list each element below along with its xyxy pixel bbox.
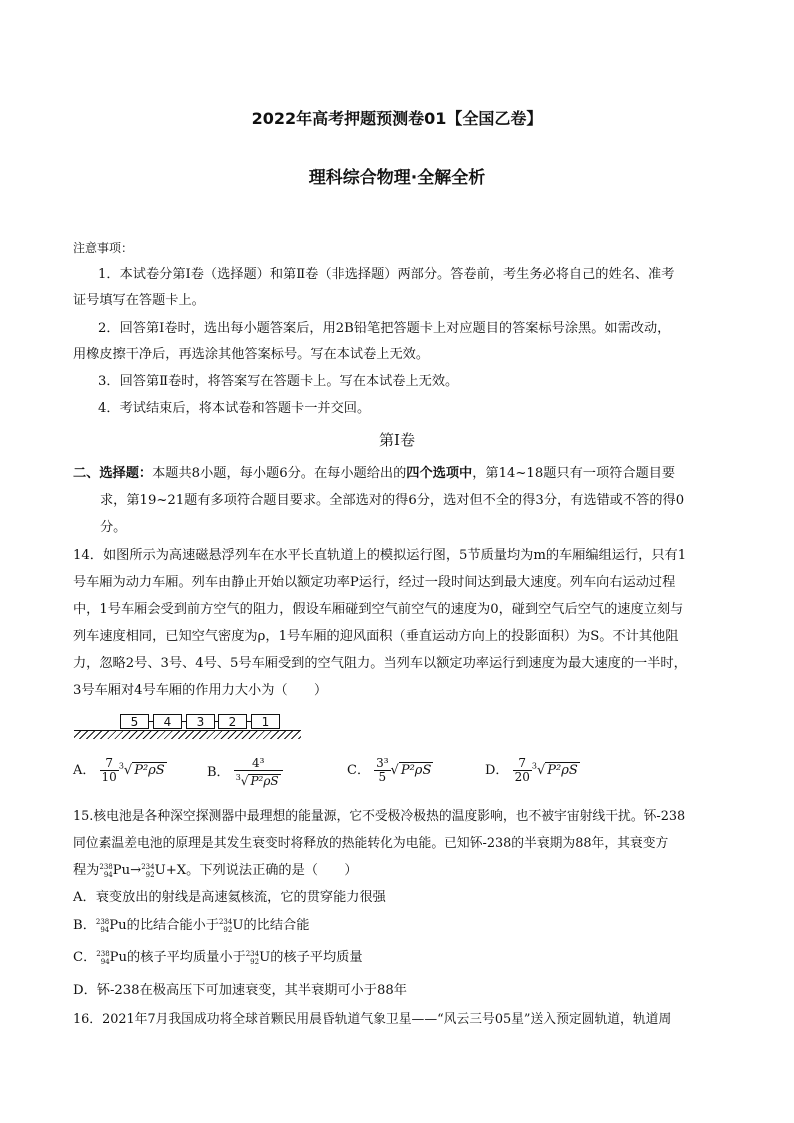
- root-index: 3: [531, 761, 537, 771]
- atomic-number: 94: [100, 957, 110, 966]
- q14-line-3: 中，1号车厢会受到前方空气的阻力，假设车厢碰到空气前空气的速度为0，碰到空气后空气的速度立刻与: [73, 602, 684, 617]
- denominator: 10: [101, 770, 117, 784]
- numerator: 7: [513, 757, 532, 771]
- numerator: 3³: [376, 756, 389, 770]
- radicand: P²ρS: [547, 763, 578, 778]
- section-intro-line-3: 分。: [100, 520, 127, 535]
- q15-line-3: [73, 862, 358, 880]
- root-index: 3: [118, 761, 124, 771]
- q14-line-2: 号车厢为动力车厢。列车由静止开始以额定功率P运行，经过一段时间达到最大速度。列车向右运动过程: [73, 575, 676, 590]
- section-intro-label: 二、选择题：: [73, 466, 153, 481]
- q15-option-c: [73, 949, 363, 967]
- element-symbol: U: [232, 918, 244, 933]
- element-symbol: Pu: [109, 950, 128, 965]
- section-intro-emph: 四个选项中: [406, 466, 473, 481]
- q14-option-d: D． $\frac{7}{20}$ $^3$√ P²ρS: [485, 756, 578, 784]
- q14-option-a: A． $\frac{7}{10}$ $^3$√ P²ρS: [73, 756, 165, 784]
- q14-line-5: 力，忽略2号、3号、4号、5号车厢受到的空气阻力。当列车以额定功率运行到速度为最大速度的一半时，: [73, 656, 687, 671]
- page-title: 2022年高考押题预测卷01【全国乙卷】: [251, 109, 543, 128]
- denominator: 5: [378, 770, 387, 784]
- atomic-number: 92: [145, 870, 155, 879]
- element-symbol: U: [259, 950, 271, 965]
- fraction: [374, 757, 390, 784]
- notice-heading: 注意事项：: [73, 241, 134, 255]
- denominator: 20: [514, 770, 530, 784]
- nuclide-indices: [141, 863, 154, 879]
- notice-item-4: 4．考试结束后，将本试卷和答题卡一并交回。: [98, 401, 371, 416]
- element-symbol: Pu: [112, 863, 131, 878]
- section-intro-line-2: 求，第19~21题有多项符合题目要求。全部选对的得6分，选对但不全的得3分，有选错或不答的得0: [100, 493, 685, 508]
- nuclide-indices: [246, 950, 259, 966]
- element-symbol: Pu: [109, 918, 127, 933]
- element-symbol: U: [154, 863, 166, 878]
- q14-line-4: 列车速度相同，已知空气密度为ρ，1号车厢的迎风面积（垂直运动方向上的投影面积）为S。不计其他阻: [73, 629, 679, 644]
- q15-line-2: 同位素温差电池的原理是其发生衰变时将释放的热能转化为电能。已知钚-238的半衰期为88年，其衰变方: [73, 836, 669, 851]
- train-car-3: 3: [186, 714, 215, 729]
- mass-number: 234: [245, 949, 260, 958]
- option-label: B．: [207, 765, 230, 780]
- q15-option-b: [73, 917, 309, 935]
- mass-number: 238: [95, 917, 110, 926]
- mass-number: 234: [141, 862, 155, 871]
- root-index: 3: [235, 773, 241, 782]
- denominator: $^3$√ P²ρS: [235, 773, 279, 788]
- radicand: P²ρS: [400, 763, 432, 778]
- train-car-1: 1: [251, 714, 280, 729]
- option-label: C．: [347, 763, 370, 778]
- notice-item-2-cont: 用橡皮擦干净后，再选涂其他答案标号。写在本试卷上无效。: [73, 347, 430, 362]
- q15-option-a: A．衰变放出的射线是高速氦核流，它的贯穿能力很强: [73, 890, 386, 905]
- text: +X。下列说法正确的是（ ）: [165, 863, 358, 878]
- train-car-2: 2: [218, 714, 247, 729]
- section-intro-text: 本题共8小题，每小题6分。在每小题给出的: [152, 466, 407, 481]
- section-intro-text-2: ，第14~18题只有一项符合题目要: [472, 466, 676, 481]
- section-heading: 第Ⅰ卷: [379, 431, 415, 449]
- notice-item-2: 2．回答第Ⅰ卷时，选出每小题答案后，用2B铅笔把答题卡上对应题目的答案标号涂黑。如需改动，: [98, 321, 671, 336]
- text: 程为: [73, 863, 100, 878]
- numerator: 7: [100, 757, 119, 771]
- mass-number: 238: [99, 862, 113, 871]
- rail-hatching: [74, 731, 301, 739]
- train-car-5: 5: [120, 714, 149, 729]
- fraction: [513, 757, 532, 784]
- atomic-number: 92: [223, 925, 233, 934]
- nuclide-indices: [219, 918, 232, 934]
- text: 的比结合能: [243, 918, 310, 933]
- nuclide-indices: [96, 918, 109, 934]
- mass-number: 238: [96, 949, 110, 958]
- fraction: [234, 757, 283, 788]
- train-car-4: 4: [153, 714, 182, 729]
- text: 的核子平均质量: [270, 950, 363, 965]
- text: 的比结合能小于: [126, 918, 219, 933]
- q14-option-c: C． $\frac{\text{3³}}{5}$ √ P²ρS: [347, 756, 432, 784]
- fraction: [100, 757, 119, 784]
- q14-line-1: 14．如图所示为高速磁悬浮列车在水平长直轨道上的模拟运行图，5节质量均为m的车厢编组运行，只有1: [73, 548, 687, 563]
- option-label: B．: [73, 918, 96, 933]
- numerator: 4³: [234, 757, 283, 771]
- option-label: C．: [73, 950, 97, 965]
- notice-item-1-cont: 证号填写在答题卡上。: [73, 293, 205, 308]
- section-intro: [73, 465, 675, 483]
- q15-option-d: D．钚-238在极高压下可加速衰变，其半衰期可小于88年: [73, 983, 407, 998]
- text: 的核子平均质量小于: [127, 950, 246, 965]
- atomic-number: 94: [103, 870, 113, 879]
- atomic-number: 92: [250, 957, 260, 966]
- mass-number: 234: [218, 917, 233, 926]
- nuclide-indices: [99, 863, 112, 879]
- notice-item-1: 1．本试卷分第Ⅰ卷（选择题）和第Ⅱ卷（非选择题）两部分。答卷前，考生务必将自己的姓名、准考: [98, 267, 675, 282]
- q16-line-1: 16．2021年7月我国成功将全球首颗民用晨昏轨道气象卫星——“风云三号05星”送入预定圆轨道，轨道周: [73, 1012, 672, 1027]
- option-label: A．: [73, 763, 96, 778]
- page-subtitle: 理科综合物理·全解全析: [308, 168, 486, 188]
- q14-option-b: [207, 757, 283, 788]
- nuclide-indices: [96, 950, 109, 966]
- notice-item-3: 3．回答第Ⅱ卷时，将答案写在答题卡上。写在本试卷上无效。: [98, 374, 459, 389]
- q14-line-6: 3号车厢对4号车厢的作用力大小为（ ）: [73, 683, 328, 698]
- arrow-icon: →: [130, 863, 142, 878]
- radicand: P²ρS: [250, 774, 279, 788]
- option-label: D．: [485, 763, 509, 778]
- radicand: P²ρS: [134, 763, 165, 778]
- track-rail: [74, 730, 301, 740]
- atomic-number: 94: [100, 925, 110, 934]
- q15-line-1: 15.核电池是各种深空探测器中最理想的能量源，它不受极冷极热的温度影响，也不被宇宙射线干扰。钚-238: [73, 809, 686, 824]
